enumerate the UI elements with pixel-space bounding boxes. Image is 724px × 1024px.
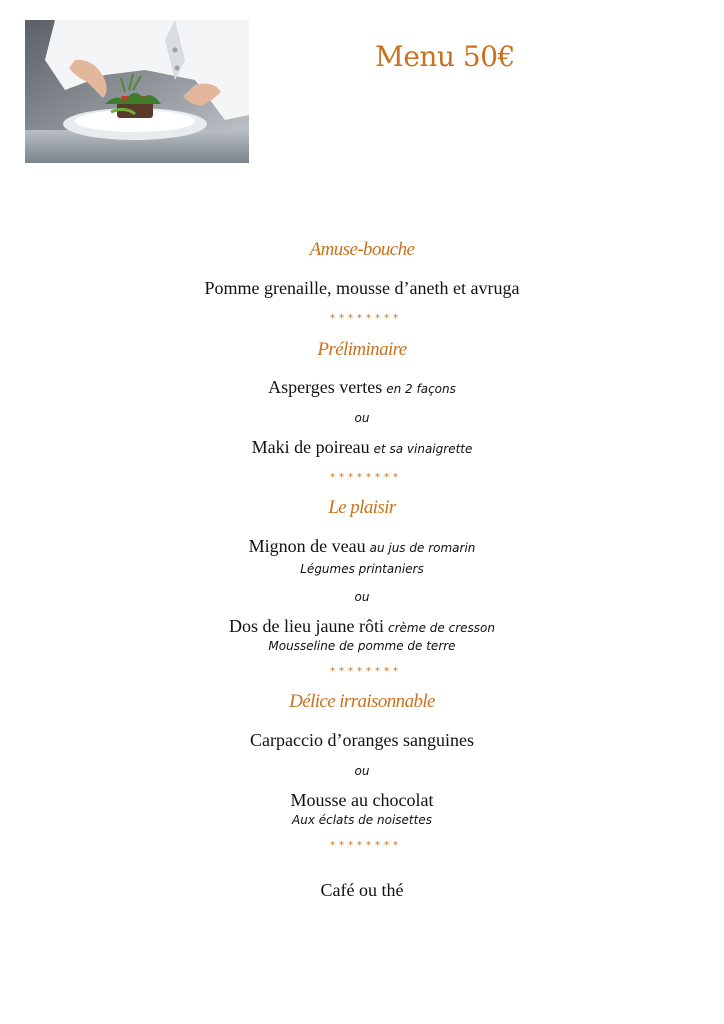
chef-plating-photo	[25, 20, 249, 163]
dish-note: et sa vinaigrette	[373, 442, 473, 456]
dish-delice-1: Carpaccio d’oranges sanguines	[250, 730, 474, 750]
dish-name: Mignon de veau	[248, 536, 366, 556]
menu-title: Menu 50€	[375, 40, 515, 73]
closing-drinks: Café ou thé	[320, 880, 404, 900]
separator: ********	[330, 472, 402, 483]
dish-name: Dos de lieu jaune rôti	[229, 616, 384, 636]
separator: ********	[330, 666, 402, 677]
dish-subtitle: Aux éclats de noisettes	[292, 813, 432, 827]
dish-delice-2: Mousse au chocolat	[290, 790, 434, 810]
separator: ********	[330, 313, 402, 324]
dish-note: au jus de romarin	[369, 541, 476, 555]
section-heading-le-plaisir: Le plaisir	[328, 497, 396, 518]
or-label: ou	[354, 764, 370, 778]
dish-plaisir-1	[0, 536, 724, 557]
section-heading-delice-irraisonnable: Délice irraisonnable	[289, 691, 435, 712]
dish-name: Asperges vertes	[268, 377, 383, 397]
dish-preliminaire-1	[0, 377, 724, 398]
dish-preliminaire-2	[0, 437, 724, 458]
dish-note: crème de cresson	[387, 621, 495, 635]
dish-amuse-bouche: Pomme grenaille, mousse d’aneth et avruga	[204, 278, 520, 298]
section-heading-preliminaire: Préliminaire	[317, 339, 407, 360]
dish-subtitle: Légumes printaniers	[300, 562, 424, 576]
separator: ********	[330, 840, 402, 851]
dish-name: Maki de poireau	[251, 437, 370, 457]
or-label: ou	[354, 411, 370, 425]
dish-note: en 2 façons	[386, 382, 456, 396]
dish-subtitle: Mousseline de pomme de terre	[268, 639, 456, 653]
section-heading-amuse-bouche: Amuse-bouche	[309, 239, 415, 260]
or-label: ou	[354, 590, 370, 604]
dish-plaisir-2	[0, 616, 724, 637]
